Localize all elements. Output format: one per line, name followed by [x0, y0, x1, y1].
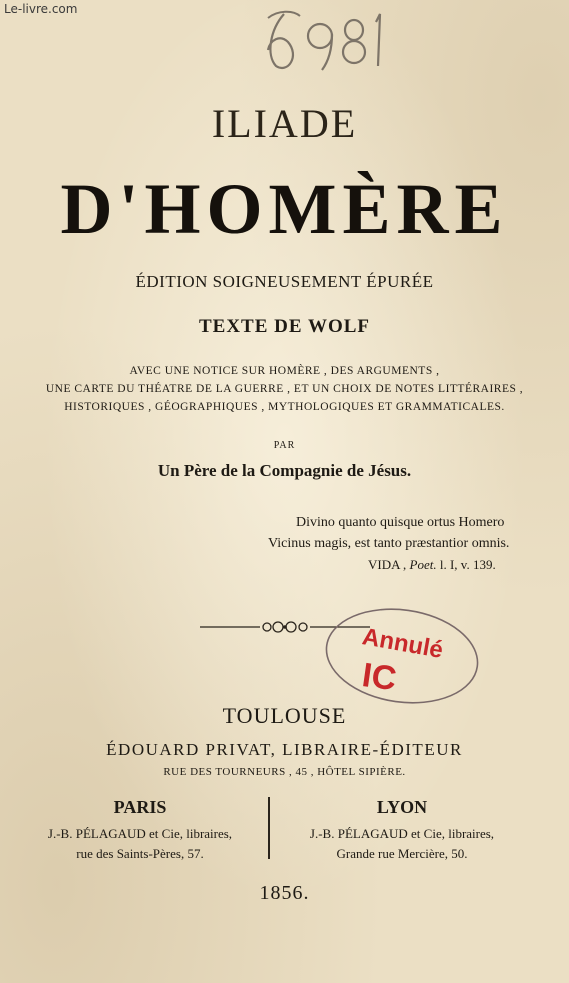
par-label: PAR	[273, 440, 296, 451]
notice-line-1: AVEC UNE NOTICE SUR HOMÈRE , DES ARGUMENTS ,	[129, 365, 440, 377]
stamp-oval-icon	[322, 604, 484, 712]
title-line-2: D'HOMÈRE	[60, 169, 509, 249]
stamp-line-1: Annulé	[360, 623, 446, 664]
branch-left-line-2: rue des Saints-Pères, 57.	[76, 846, 204, 861]
text-source: TEXTE DE WOLF	[198, 316, 371, 337]
edition-note: ÉDITION SOIGNEUSEMENT ÉPURÉE	[135, 272, 434, 291]
branch-left-line-1: J.-B. PÉLAGAUD et Cie, libraires,	[47, 826, 233, 841]
epigraph-attribution-work: Poet.	[409, 557, 437, 572]
imprint-address: RUE DES TOURNEURS , 45 , HÔTEL SIPIÈRE.	[163, 766, 406, 778]
author-line: Un Père de la Compagnie de Jésus.	[157, 461, 412, 480]
handwritten-shelfmark-icon	[248, 0, 398, 80]
epigraph-attribution	[368, 557, 496, 573]
branch-left-city: PARIS	[113, 797, 167, 817]
branch-right-city: LYON	[376, 797, 428, 817]
branch-right-line-2: Grande rue Mercière, 50.	[336, 846, 468, 861]
epigraph-attribution-ref: l. I, v. 139.	[439, 557, 496, 572]
imprint-city: TOULOUSE	[222, 703, 347, 728]
title-line-1: ILIADE	[211, 101, 358, 146]
watermark-text: Le-livre.com	[4, 2, 78, 16]
imprint-publisher: ÉDOUARD PRIVAT, LIBRAIRE-ÉDITEUR	[106, 740, 463, 759]
stamp-line-2: IC	[359, 656, 399, 699]
epigraph-attribution-author: VIDA ,	[368, 557, 407, 572]
epigraph-line-1: Divino quanto quisque ortus Homero	[296, 515, 505, 530]
epigraph-line-2: Vicinus magis, est tanto præstantior omnis.	[268, 536, 510, 551]
notice-line-2: UNE CARTE DU THÉATRE DE LA GUERRE , ET UN CHOIX DE NOTES LITTÉRAIRES ,	[45, 383, 524, 395]
publication-year: 1856.	[259, 882, 310, 904]
cancellation-stamp	[322, 604, 494, 712]
branch-right-line-1: J.-B. PÉLAGAUD et Cie, libraires,	[309, 826, 495, 841]
notice-line-3: HISTORIQUES , GÉOGRAPHIQUES , MYTHOLOGIQUES ET GRAMMATICALES.	[64, 401, 505, 413]
